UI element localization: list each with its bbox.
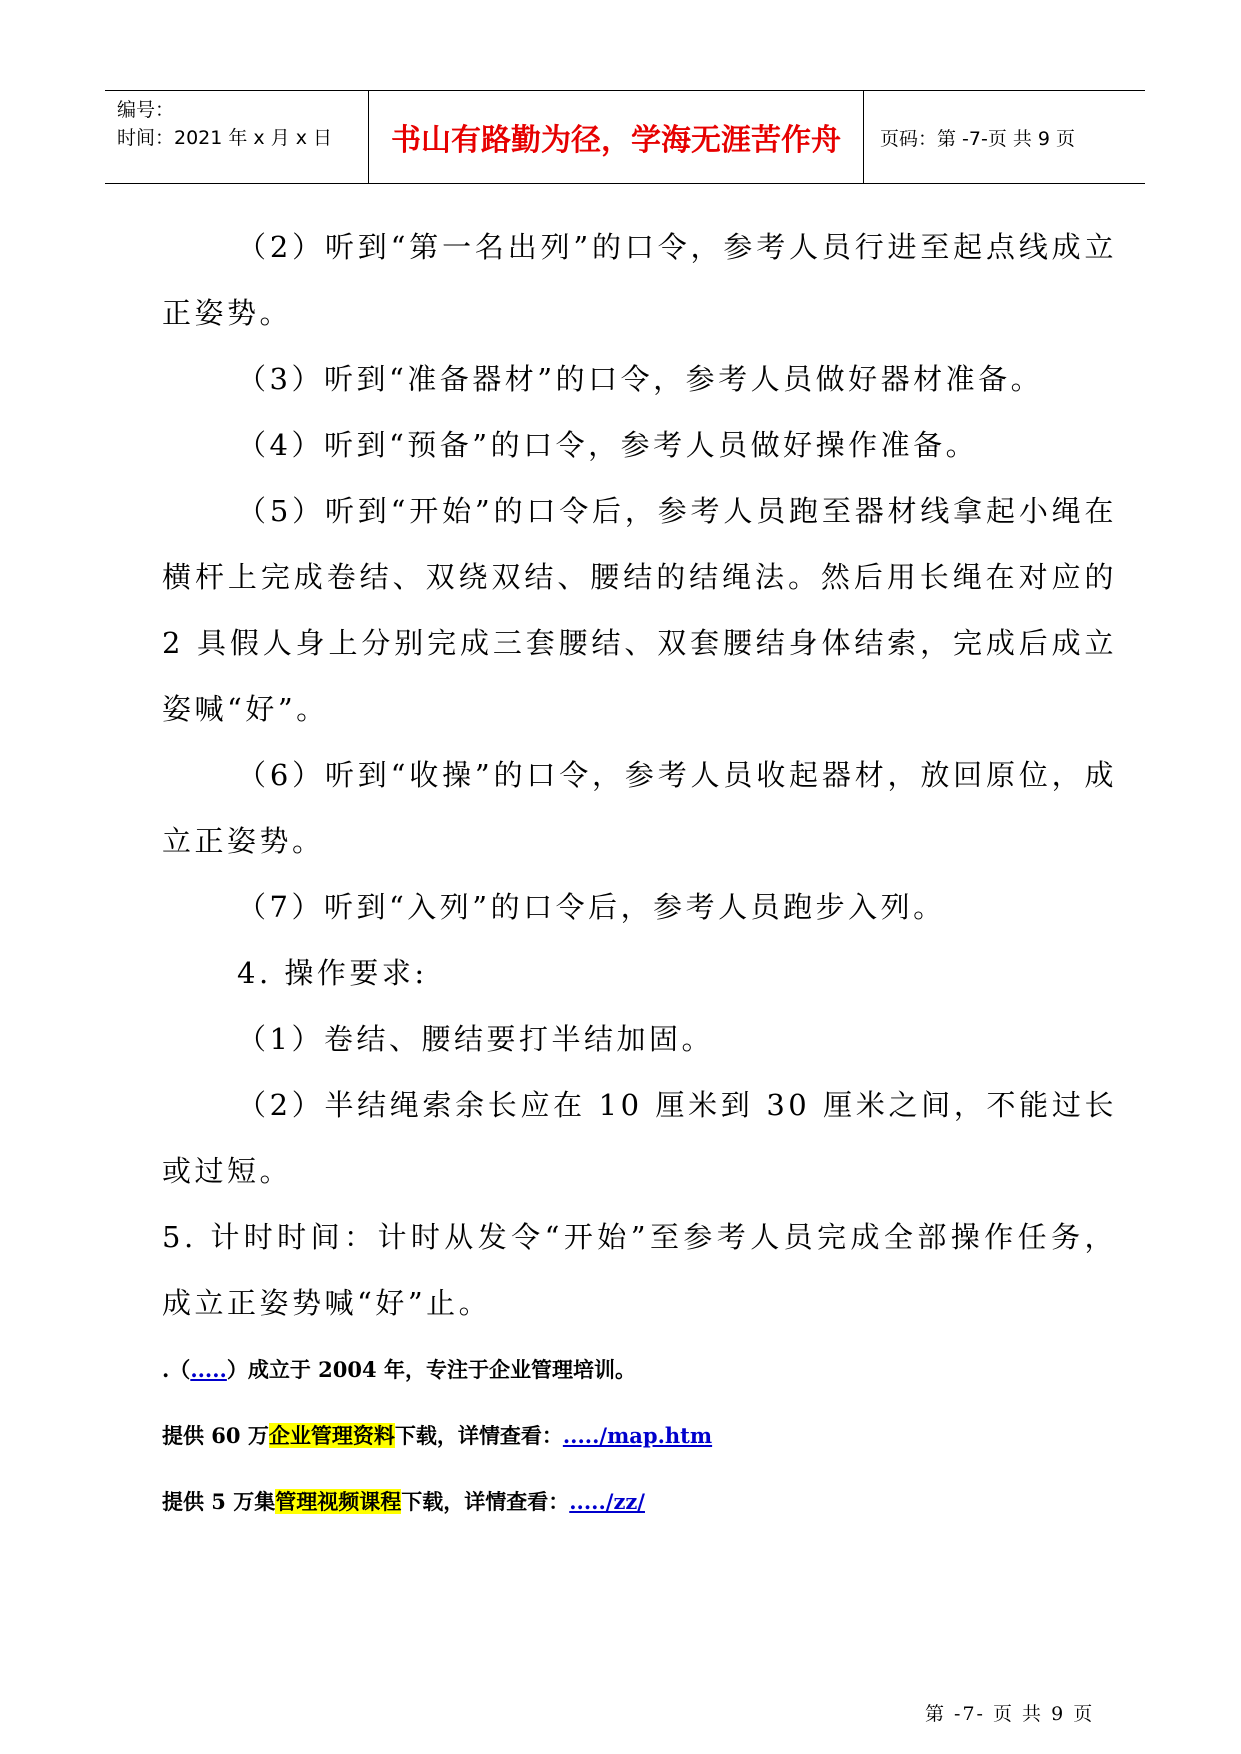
paragraph: （3）听到“准备器材”的口令，参考人员做好器材准备。 bbox=[237, 362, 1044, 396]
footer-link-map[interactable]: ...../map.htm bbox=[562, 1423, 713, 1448]
header-page bbox=[864, 91, 1145, 183]
footer-text: 提供 5 万集 bbox=[162, 1489, 276, 1514]
header-meta bbox=[105, 91, 369, 183]
footer-highlight: 管理视频课程 bbox=[275, 1489, 402, 1514]
footer-text: 下载，详情查看： bbox=[401, 1489, 570, 1514]
header-time-label: 时间：2021 年 x 月 x 日 bbox=[117, 127, 333, 149]
footer-text: .（ bbox=[162, 1357, 191, 1382]
footer-link[interactable]: ..... bbox=[190, 1357, 227, 1382]
paragraph: （7）听到“入列”的口令后，参考人员跑步入列。 bbox=[237, 890, 946, 924]
paragraph: （2）半结绳索余长应在 10 厘米到 30 厘米之间，不能过长或过短。 bbox=[162, 1088, 1117, 1188]
paragraph: （4）听到“预备”的口令，参考人员做好操作准备。 bbox=[237, 428, 979, 462]
paragraph: （2）听到“第一名出列”的口令，参考人员行进至起点线成立正姿势。 bbox=[162, 230, 1117, 330]
document-body bbox=[162, 214, 1117, 1336]
paragraph: （1）卷结、腰结要打半结加固。 bbox=[237, 1022, 714, 1056]
page-number: 第 -7- 页 共 9 页 bbox=[925, 1703, 1095, 1725]
header-number-label: 编号： bbox=[117, 99, 175, 121]
page-header bbox=[105, 90, 1145, 184]
footer-link-zz[interactable]: ...../zz/ bbox=[569, 1489, 645, 1514]
footer-line-1 bbox=[162, 1354, 1112, 1384]
paragraph: （5）听到“开始”的口令后，参考人员跑至器材线拿起小绳在横杆上完成卷结、双绕双结、腰结的结绳法。然后用长绳在对应的 2 具假人身上分别完成三套腰结、双套腰结身体结索，完成后成立姿喊“好”。 bbox=[162, 494, 1117, 726]
footer-line-2 bbox=[162, 1420, 1112, 1450]
header-motto: 书山有路勤为径，学海无涯苦作舟 bbox=[369, 91, 864, 183]
footer-text: ）成立于 2004 年，专注于企业管理培训。 bbox=[226, 1357, 636, 1382]
section-heading: 4. 操作要求: bbox=[237, 956, 428, 990]
section-heading: 5. 计时时间：计时从发令“开始”至参考人员完成全部操作任务，成立正姿势喊“好”止。 bbox=[162, 1220, 1117, 1320]
footer-text: 下载，详情查看： bbox=[394, 1423, 563, 1448]
footer-text: 提供 60 万 bbox=[162, 1423, 269, 1448]
header-page-label: 页码：第 -7-页 共 9 页 bbox=[880, 127, 1076, 150]
footer-line-3 bbox=[162, 1486, 1112, 1516]
footer-highlight: 企业管理资料 bbox=[268, 1423, 395, 1448]
paragraph: （6）听到“收操”的口令，参考人员收起器材，放回原位，成立正姿势。 bbox=[162, 758, 1117, 858]
